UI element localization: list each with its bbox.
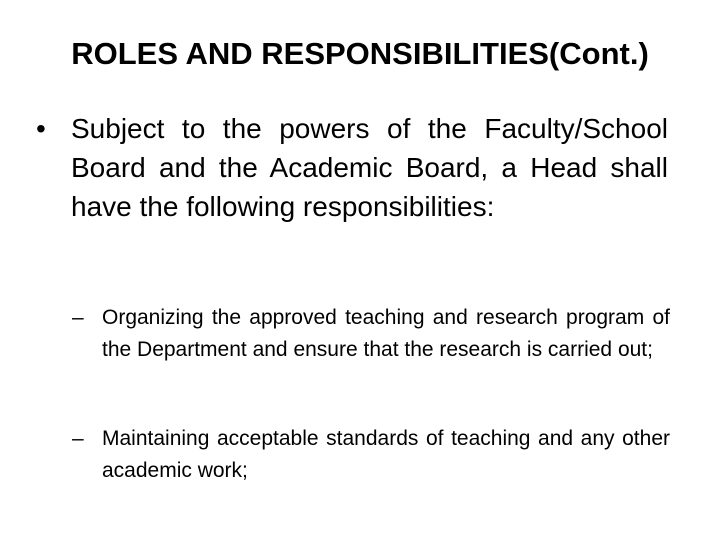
sub-bullet-organizing: [72, 302, 670, 366]
main-bullet-text: Subject to the powers of the Faculty/School Board and the Academic Board, a Head shall have the following responsibilities:: [71, 113, 668, 222]
sub-bullet-text: Maintaining acceptable standards of teaching and any other academic work;: [102, 427, 670, 482]
sub-bullet-marker: –: [72, 427, 84, 450]
sub-bullet-marker: –: [72, 306, 84, 329]
main-bullet: [36, 109, 668, 226]
sub-bullet-maintaining: [72, 423, 670, 487]
sub-bullet-text: Organizing the approved teaching and research program of the Department and ensure that the research is carried out;: [102, 306, 670, 361]
bullet-marker: •: [36, 113, 46, 144]
slide-title: ROLES AND RESPONSIBILITIES(Cont.): [71, 36, 649, 71]
